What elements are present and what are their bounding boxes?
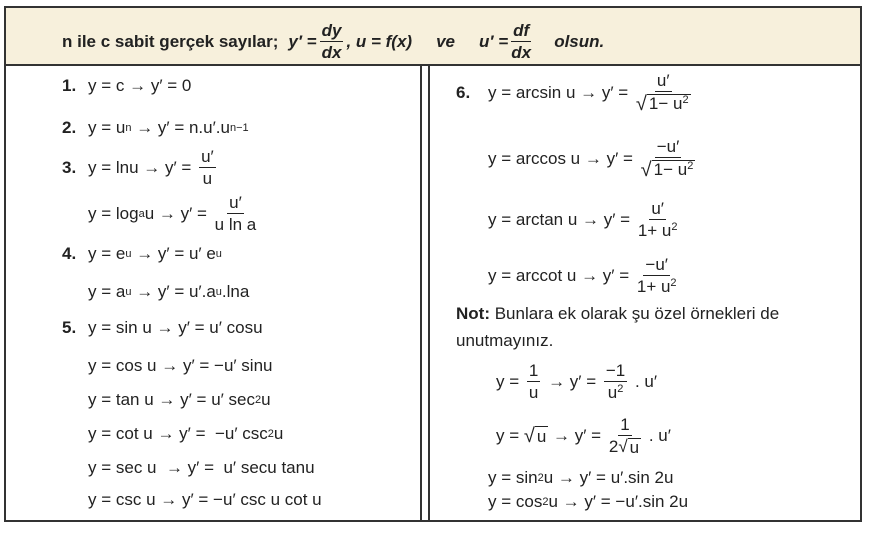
sqrt-denominator: √ $1- u^2$: [640, 159, 694, 181]
formula-fraction: [215, 194, 257, 233]
formula-5f: [88, 490, 322, 510]
header-lead: n ile c sabit gerçek sayılar;: [62, 31, 279, 51]
header-olsun: olsun.: [554, 31, 605, 51]
formula-number: 5.: [62, 318, 77, 337]
formula-3b: y = log a u → y′ = $\frac{u'}{\text{u ln a}}$: [88, 193, 257, 234]
formula-part: → y′ = u′.a: [131, 282, 216, 301]
formula-sup: 2: [617, 383, 624, 395]
header-u-def: , u = f(x): [346, 31, 413, 51]
formula-fraction: [636, 72, 691, 114]
formula-6c: [488, 200, 681, 239]
fraction-denominator: u: [202, 169, 213, 188]
column-divider: [420, 64, 430, 522]
formula-number: 4.: [62, 244, 77, 263]
formula-part: y = u: [88, 118, 126, 137]
sqrt-body: u: [629, 438, 640, 457]
fraction-numerator: −1: [605, 361, 626, 380]
formula-expr: y = c → y′ = 0: [88, 76, 192, 95]
formula-part: y = arccot u → y′ =: [488, 265, 634, 285]
dy-dx-fraction: [320, 22, 344, 61]
formula-fraction: [609, 416, 641, 456]
denominator-base: 2: [608, 437, 619, 456]
fraction-numerator: 1: [620, 415, 630, 434]
formula-part: u → y′ = u′.sin 2u: [543, 468, 674, 487]
fraction-denominator: u ln a: [214, 215, 257, 234]
formula-5c: y = tan u → y′ = u′ sec 2 u: [88, 390, 271, 409]
formula-part: y = cos: [488, 492, 543, 511]
formula-part: → y′ = u′ e: [131, 244, 216, 263]
header-ve: ve: [436, 31, 456, 51]
fraction-numerator: u′: [201, 147, 214, 166]
formula-part: y = sin: [488, 468, 538, 487]
formula-sup: 2: [670, 277, 677, 289]
dx2-denominator: dx: [511, 43, 532, 62]
formula-part: y = arccos u → y′ =: [488, 149, 638, 168]
sqrt-expression: √ u: [523, 424, 547, 447]
formula-part: y = arcsin u → y′ =: [488, 83, 633, 102]
sqrt-body: 1− u: [648, 94, 683, 113]
denominator-base: 1+ u: [636, 277, 671, 296]
fraction-numerator: −u′: [645, 255, 668, 274]
header-y-prime: y′ =: [288, 31, 317, 51]
formula-part: y =: [496, 371, 524, 391]
formula-expr: y = cos u → y′ = −u′ sinu: [88, 356, 273, 375]
sqrt-denominator: √ $1- u^2$: [635, 93, 689, 115]
note-paragraph: [456, 300, 836, 354]
example-2: [496, 416, 671, 456]
fraction-denominator: 2 √ u: [608, 437, 640, 457]
formula-3: [62, 148, 219, 187]
formula-fraction: [527, 362, 540, 401]
formula-number: 3.: [62, 157, 77, 177]
formula-part: → y′ =: [543, 371, 601, 391]
formula-part: y = log: [88, 203, 139, 223]
formula-part: u: [261, 390, 271, 409]
fraction-denominator: [637, 276, 677, 295]
formula-fraction: [641, 138, 696, 180]
dx-denominator: dx: [321, 43, 342, 62]
formula-expr: y = sec u → y′ = u′ secu tanu: [88, 458, 315, 477]
formula-part: y = e: [88, 244, 126, 263]
formula-part: → y′ =: [548, 426, 606, 445]
denominator-base: 1+ u: [637, 221, 672, 240]
formula-sup: 2: [687, 160, 694, 172]
fraction-denominator: [638, 220, 678, 239]
df-numerator: df: [513, 21, 530, 40]
df-dx-fraction: [511, 22, 531, 61]
fraction-numerator: −u′: [656, 137, 680, 156]
denominator-base: u: [607, 383, 618, 402]
fraction-numerator: u′: [229, 193, 242, 212]
formula-5b: [88, 356, 273, 376]
sqrt-body: u: [536, 426, 547, 446]
formula-part: .lna: [221, 282, 250, 301]
note-text: Bunlara ek olarak şu özel örnekleri de unutmayınız.: [456, 304, 780, 350]
formula-5d: y = cot u → y′ = −u′ csc 2 u: [88, 424, 284, 443]
formula-part: u → y′ = −u′.sin 2u: [548, 492, 689, 511]
formula-5: [62, 318, 263, 338]
formula-part: y = lnu → y′ =: [88, 157, 197, 177]
formula-expr: y = csc u → y′ = −u′ csc u cot u: [88, 490, 322, 509]
formula-number: 2.: [62, 118, 77, 137]
formula-1: [62, 76, 191, 96]
example-3: y = sin 2 u → y′ = u′.sin 2u: [488, 468, 674, 487]
fraction-denominator: u: [528, 383, 539, 402]
formula-part: y = a: [88, 282, 126, 301]
fraction-denominator: [608, 382, 624, 401]
formula-sup: 2: [682, 94, 689, 106]
formula-6: [456, 72, 694, 114]
formula-part: y =: [496, 426, 524, 445]
example-1: [496, 362, 657, 401]
header-definitions: [62, 22, 604, 61]
formula-part: → y′ = n.u′.u: [131, 118, 230, 137]
formula-fraction: [637, 256, 677, 295]
formula-6b: [488, 138, 698, 180]
formula-part: u: [273, 424, 284, 443]
formula-part: . u′: [644, 426, 671, 445]
fraction-numerator: u′: [651, 199, 664, 218]
dy-numerator: dy: [321, 21, 342, 40]
fraction-numerator: u′: [656, 71, 670, 90]
formula-fraction: [638, 200, 678, 239]
formula-fraction: [199, 148, 216, 187]
formula-part: u → y′ =: [144, 203, 212, 223]
formula-part: y = cot u → y′ = −u′ csc: [88, 424, 268, 443]
example-4: y = cos 2 u → y′ = −u′.sin 2u: [488, 492, 689, 511]
table-header: [6, 8, 860, 66]
note-label: Not:: [456, 304, 490, 323]
formula-part: y = tan u → y′ = u′ sec: [88, 390, 256, 409]
formula-table: [4, 6, 862, 522]
formula-sup: 2: [671, 221, 678, 233]
formula-4: 4. y = e u → y′ = u′ e u: [62, 244, 222, 263]
formula-4b: y = a u → y′ = u′.a u .lna: [88, 282, 250, 301]
formula-6d: [488, 256, 680, 295]
sqrt-body: 1− u: [653, 160, 688, 179]
formula-number: 1.: [62, 76, 77, 95]
formula-2: 2. y = u n → y′ = n.u′.u n−1: [62, 118, 249, 137]
header-u-prime: u′ =: [479, 31, 509, 51]
formula-number: 6.: [456, 83, 471, 102]
formula-part: y = arctan u → y′ =: [488, 209, 635, 229]
formula-fraction: [604, 362, 627, 401]
formula-expr: y = sin u → y′ = u′ cosu: [88, 318, 263, 337]
formula-part: . u′: [630, 371, 658, 391]
formula-5e: [88, 458, 315, 478]
fraction-numerator: 1: [528, 361, 539, 380]
